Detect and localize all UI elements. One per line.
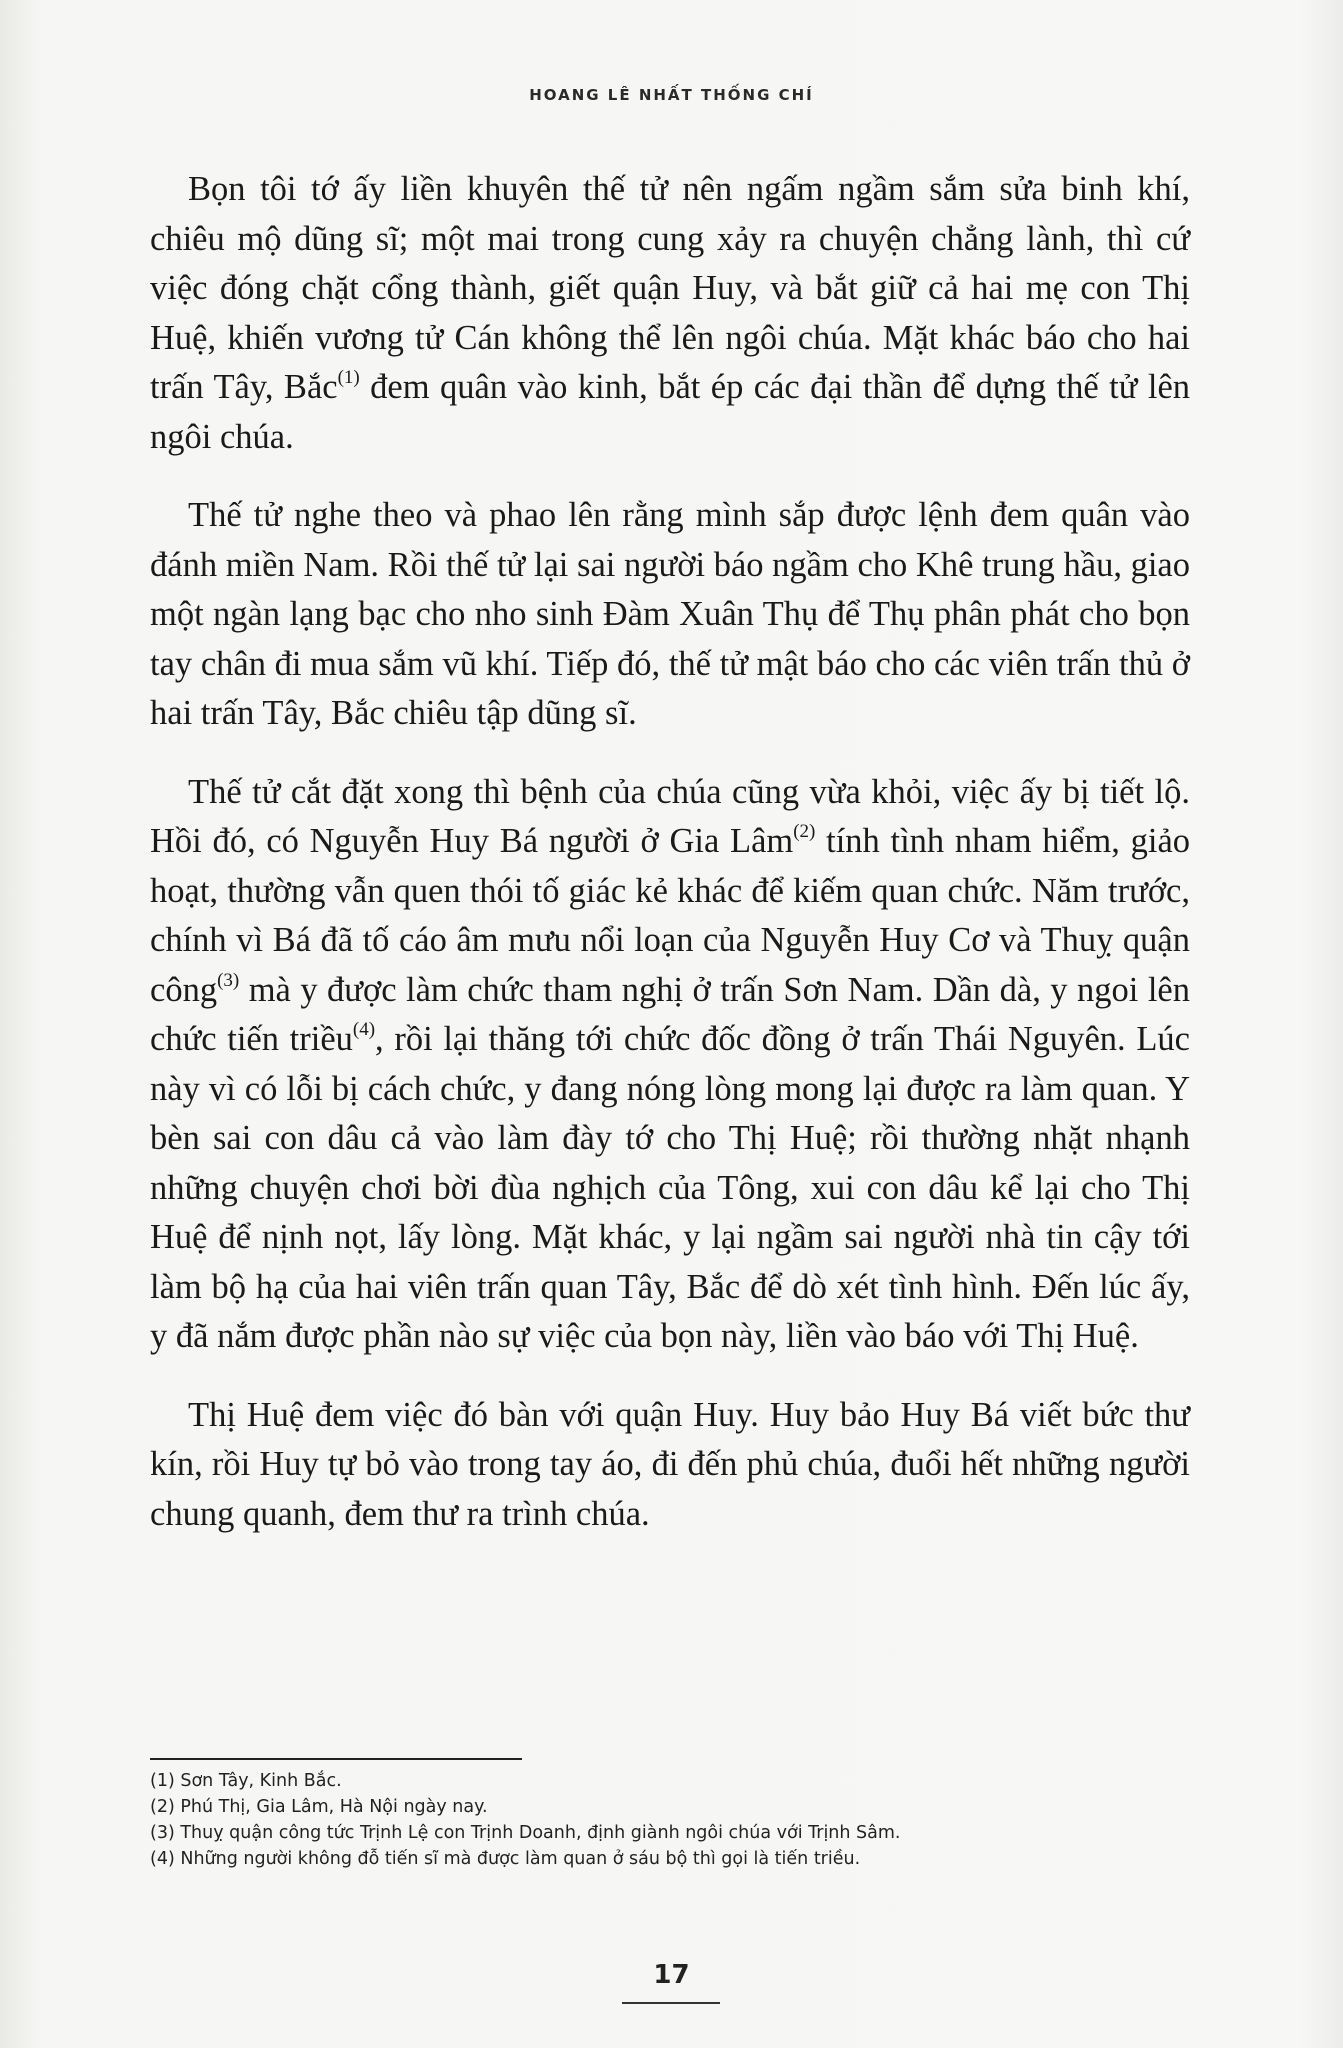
page-number: 17 [653, 1960, 690, 1990]
paragraph-text: tính tình nham hiểm, giảo hoạt, thường vẫn quen thói tố giác kẻ khác để kiếm quan chức. Năm trước, chính vì Bá đã tố cáo âm mưu nổi loạn của Nguyễn Huy Cơ và Thuỵ quận công [150, 822, 1191, 1009]
paragraph [150, 165, 1190, 462]
footnote-marker: (3) [217, 969, 240, 991]
footnotes [150, 1768, 1190, 1872]
footnote-marker: (1) [337, 367, 360, 388]
footnote-divider [150, 1758, 522, 1760]
page-number-underline [622, 2002, 720, 2004]
paragraph [150, 768, 1190, 1362]
paragraph [150, 491, 1190, 739]
running-header: HOANG LÊ NHẤT THỐNG CHÍ [529, 86, 814, 104]
footnote: (1) Sơn Tây, Kinh Bắc. [150, 1771, 342, 1791]
paragraph-text: Thế tử cắt đặt xong thì bệnh của chúa cũng vừa khỏi, việc ấy bị tiết lộ. Hồi đó, có Nguyễn Huy Bá người ở Gia Lâm [150, 772, 1190, 860]
paragraph-text: Thế tử nghe theo và phao lên rằng mình sắp được lệnh đem quân vào đánh miền Nam. Rồi thế tử lại sai người báo ngầm cho Khê trung hầu, giao một ngàn lạng bạc cho nho sinh Đàm Xuân Thụ để Thụ phân phát cho bọn tay chân đi mua sắm vũ khí. Tiếp đó, thế tử mật báo cho các viên trấn thủ ở hai trấn Tây, Bắc chiêu tập dũng sĩ. [150, 496, 1190, 732]
paragraph-text: Bọn tôi tớ ấy liền khuyên thế tử nên ngấm ngầm sắm sửa binh khí, chiêu mộ dũng sĩ; một mai trong cung xảy ra chuyện chẳng lành, thì cứ việc đóng chặt cổng thành, giết quận Huy, và bắt giữ cả hai mẹ con Thị Huệ, khiến vương tử Cán không thể lên ngôi chúa. Mặt khác báo cho hai trấn Tây, Bắc [150, 170, 1190, 406]
footnote: (4) Những người không đỗ tiến sĩ mà được làm quan ở sáu bộ thì gọi là tiến triều. [150, 1849, 861, 1869]
paragraph-text: Thị Huệ đem việc đó bàn với quận Huy. Huy bảo Huy Bá viết bức thư kín, rồi Huy tự bỏ vào trong tay áo, đi đến phủ chúa, đuổi hết những người chung quanh, đem thư ra trình chúa. [150, 1395, 1190, 1533]
paragraph [150, 1391, 1190, 1540]
main-text [150, 165, 1190, 1568]
paragraph-text: , rồi lại thăng tới chức đốc đồng ở trấn Thái Nguyên. Lúc này vì có lỗi bị cách chức, y đang nóng lòng mong lại được ra làm quan. Y bèn sai con dâu cả vào làm đày tớ cho Thị Huệ; rồi thường nhặt nhạnh những chuyện chơi bời đùa nghịch của Tông, xui con dâu kể lại cho Thị Huệ để nịnh nọt, lấy lòng. Mặt khác, y lại ngầm sai người nhà tin cậy tới làm bộ hạ của hai viên trấn quan Tây, Bắc để dò xét tình hình. Đến lúc ấy, y đã nắm được phần nào sự việc của bọn này, liền vào báo với Thị Huệ. [150, 1020, 1190, 1355]
paragraph-text: mà y được làm chức tham nghị ở trấn Sơn Nam. Dần dà, y ngoi lên chức tiến triều [150, 970, 1190, 1058]
footnote-marker: (2) [793, 821, 816, 842]
paragraph-text: đem quân vào kinh, bắt ép các đại thần để dựng thế tử lên ngôi chúa. [150, 368, 1191, 456]
footnote: (2) Phú Thị, Gia Lâm, Hà Nội ngày nay. [150, 1797, 488, 1817]
footnote: (3) Thuỵ quận công tức Trịnh Lệ con Trịnh Doanh, định giành ngôi chúa với Trịnh Sâm. [150, 1823, 901, 1843]
footnote-marker: (4) [352, 1019, 376, 1040]
